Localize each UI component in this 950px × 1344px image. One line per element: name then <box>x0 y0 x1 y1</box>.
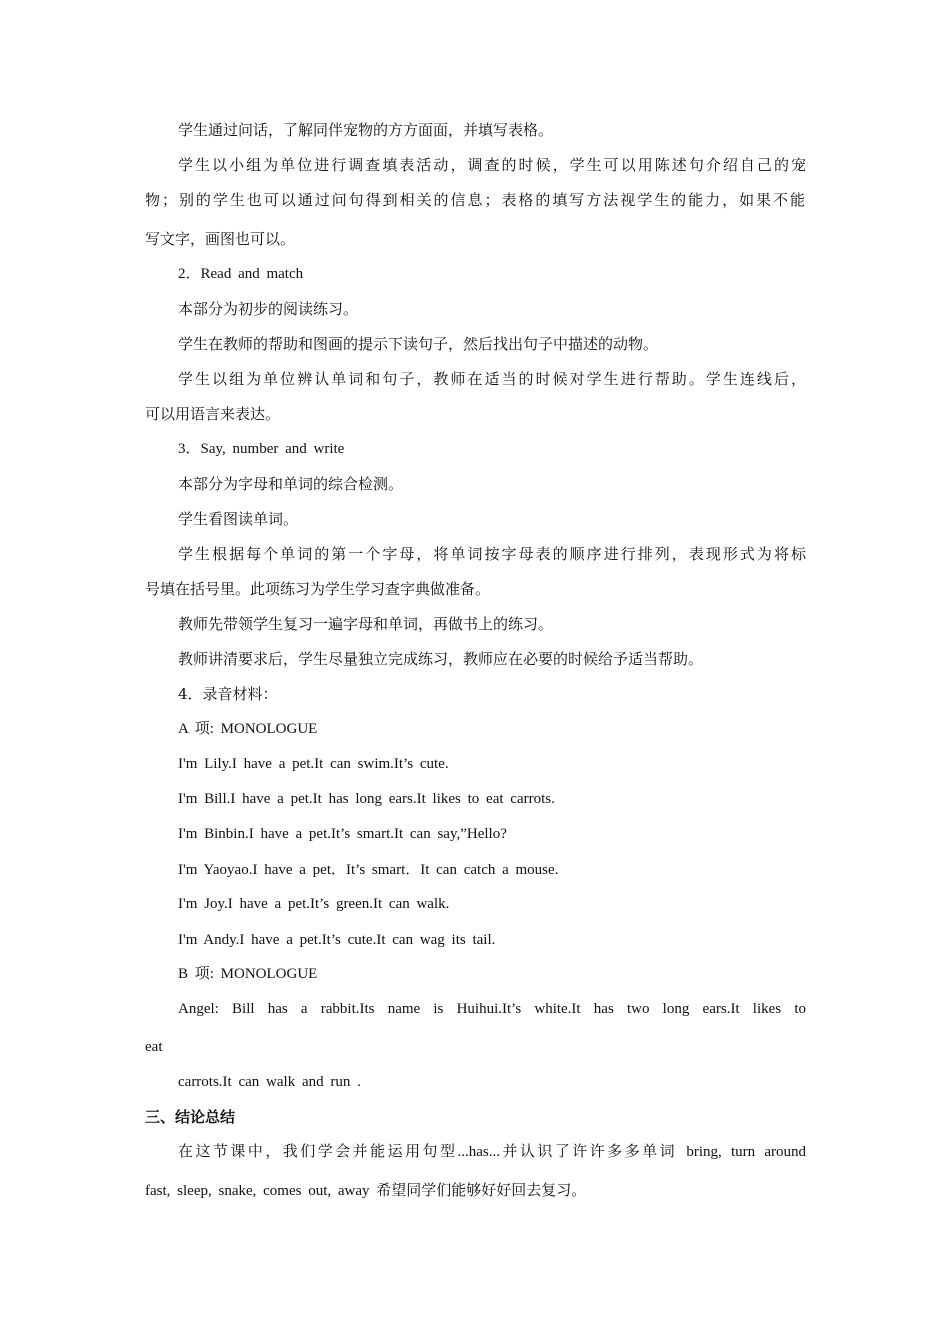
transcript-line: I'm Lily.I have a pet.It can swim.It’s cute. <box>178 756 449 772</box>
paragraph-line: 学生在教师的帮助和图画的提示下读句子，然后找出句子中描述的动物。 <box>178 335 659 353</box>
paragraph-line: 教师讲清要求后，学生尽量独立完成练习，教师应在必要的时候给予适当帮助。 <box>178 650 704 668</box>
section-heading: 3．Say, number and write <box>178 441 345 457</box>
paragraph-line: 教师先带领学生复习一遍字母和单词，再做书上的练习。 <box>178 615 554 633</box>
paragraph-line: 学生通过问话，了解同伴宠物的方方面面，并填写表格。 <box>178 121 554 139</box>
transcript-line: carrots.It can walk and run . <box>178 1074 361 1090</box>
paragraph-line: 学生根据每个单词的第一个字母，将单词按字母表的顺序进行排列，表现形式为将标 <box>178 545 806 563</box>
paragraph-line: 可以用语言来表达。 <box>145 405 281 423</box>
monologue-label: B 项: MONOLOGUE <box>178 966 318 982</box>
paragraph-line: 本部分为初步的阅读练习。 <box>178 300 359 318</box>
section-heading: 4．录音材料： <box>178 685 278 703</box>
transcript-line: I'm Andy.I have a pet.It’s cute.It can wag its tail. <box>178 932 496 948</box>
paragraph-line: 学生以小组为单位进行调查填表活动，调查的时候，学生可以用陈述句介绍自己的宠 <box>178 156 806 174</box>
paragraph-line: 写文字，画图也可以。 <box>145 230 296 248</box>
transcript-line: I'm Yaoyao.I have a pet．It’s smart．It can catch a mouse. <box>178 862 559 878</box>
paragraph-line: 物；别的学生也可以通过问句得到相关的信息；表格的填写方法视学生的能力，如果不能 <box>145 191 805 209</box>
section-heading: 2．Read and match <box>178 266 304 282</box>
paragraph-line: 学生看图读单词。 <box>178 510 299 528</box>
transcript-line: I'm Joy.I have a pet.It’s green.It can walk. <box>178 896 450 912</box>
transcript-line: eat <box>145 1039 163 1055</box>
paragraph-line: 本部分为字母和单词的综合检测。 <box>178 475 404 493</box>
paragraph-line: fast, sleep, snake, comes out, away 希望同学们能够好好回去复习。 <box>145 1183 587 1199</box>
monologue-label: A 项: MONOLOGUE <box>178 721 318 737</box>
paragraph-line: 学生以组为单位辨认单词和句子，教师在适当的时候对学生进行帮助。学生连线后， <box>178 370 806 388</box>
paragraph-line: 在这节课中，我们学会并能运用句型...has...并认识了许许多多单词 bring, turn around <box>178 1144 806 1160</box>
conclusion-heading: 三、结论总结 <box>145 1108 236 1126</box>
transcript-line: I'm Binbin.I have a pet.It’s smart.It can say,”Hello? <box>178 826 507 842</box>
transcript-line: I'm Bill.I have a pet.It has long ears.It likes to eat carrots. <box>178 791 555 807</box>
paragraph-line: 号填在括号里。此项练习为学生学习查字典做准备。 <box>145 580 491 598</box>
transcript-line: Angel: Bill has a rabbit.Its name is Huihui.It’s white.It has two long ears.It likes to <box>178 1001 806 1017</box>
